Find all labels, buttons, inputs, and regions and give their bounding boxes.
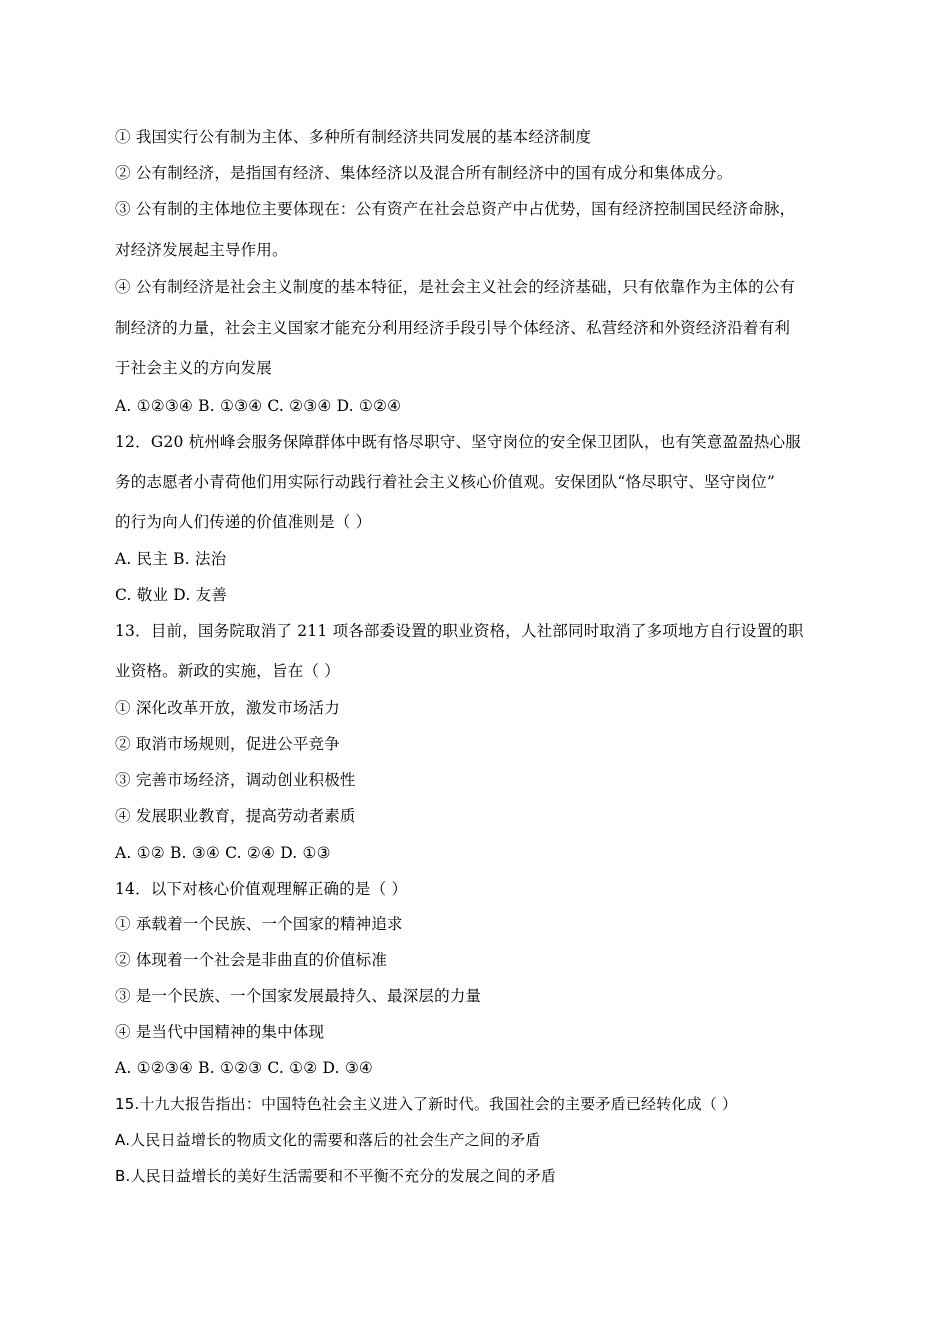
q13-option-1: ① 深化改革开放，激发市场活力 [115,699,340,717]
q11-option-3: ③ 公有制的主体地位主要体现在：公有资产在社会总资产中占优势，国有经济控制国民经济命脉， [115,200,796,218]
q12-stem-line2: 务的志愿者小青荷他们用实际行动践行着社会主义核心价值观。安保团队“恪尽职守、坚守岗位” [115,473,775,491]
q14-option-1: ① 承载着一个民族、一个国家的精神追求 [115,915,403,933]
q14-option-2: ② 体现着一个社会是非曲直的价值标准 [115,951,388,969]
q12-answers-row1: A. 民主 B. 法治 [115,550,227,568]
q15-option-a: A.人民日益增长的物质文化的需要和落后的社会生产之间的矛盾 [115,1131,541,1149]
q11-option-2: ② 公有制经济，是指国有经济、集体经济以及混合所有制经济中的国有成分和集体成分。 [115,164,733,182]
q11-option-4-cont1: 制经济的力量，社会主义国家才能充分利用经济手段引导个体经济、私营经济和外资经济沿着有利 [115,319,791,337]
q11-option-4: ④ 公有制经济是社会主义制度的基本特征，是社会主义社会的经济基础，只有依靠作为主体的公有 [115,278,796,296]
q11-option-4-cont2: 于社会主义的方向发展 [115,359,273,377]
q12-stem-line3: 的行为向人们传递的价值准则是（ ） [115,513,372,531]
q13-option-2: ② 取消市场规则，促进公平竞争 [115,735,340,753]
q11-option-1: ① 我国实行公有制为主体、多种所有制经济共同发展的基本经济制度 [115,128,592,146]
q11-option-3-cont: 对经济发展起主导作用。 [115,241,288,259]
q13-stem-line2: 业资格。新政的实施，旨在（ ） [115,662,340,680]
q15-stem: 15.十九大报告指出：中国特色社会主义进入了新时代。我国社会的主要矛盾已经转化成（ ） [115,1095,738,1113]
q14-option-3: ③ 是一个民族、一个国家发展最持久、最深层的力量 [115,987,482,1005]
q14-answer-choices: A. ①②③④ B. ①②③ C. ①② D. ③④ [115,1059,374,1077]
q13-stem-line1: 13．目前，国务院取消了 211 项各部委设置的职业资格，人社部同时取消了多项地方自行设置的职 [115,622,804,640]
q13-option-3: ③ 完善市场经济，调动创业积极性 [115,771,356,789]
q12-answers-row2: C. 敬业 D. 友善 [115,586,228,604]
q15-option-b: B.人民日益增长的美好生活需要和不平衡不充分的发展之间的矛盾 [115,1167,557,1185]
q11-answer-choices: A. ①②③④ B. ①③④ C. ②③④ D. ①②④ [115,397,402,415]
q14-stem: 14．以下对核心价值观理解正确的是（ ） [115,880,408,898]
q12-stem-line1: 12．G20 杭州峰会服务保障群体中既有恪尽职守、坚守岗位的安全保卫团队，也有笑意盈盈热心服 [115,433,801,451]
q14-option-4: ④ 是当代中国精神的集中体现 [115,1023,325,1041]
q13-option-4: ④ 发展职业教育，提高劳动者素质 [115,807,356,825]
q13-answer-choices: A. ①② B. ③④ C. ②④ D. ①③ [115,844,331,862]
